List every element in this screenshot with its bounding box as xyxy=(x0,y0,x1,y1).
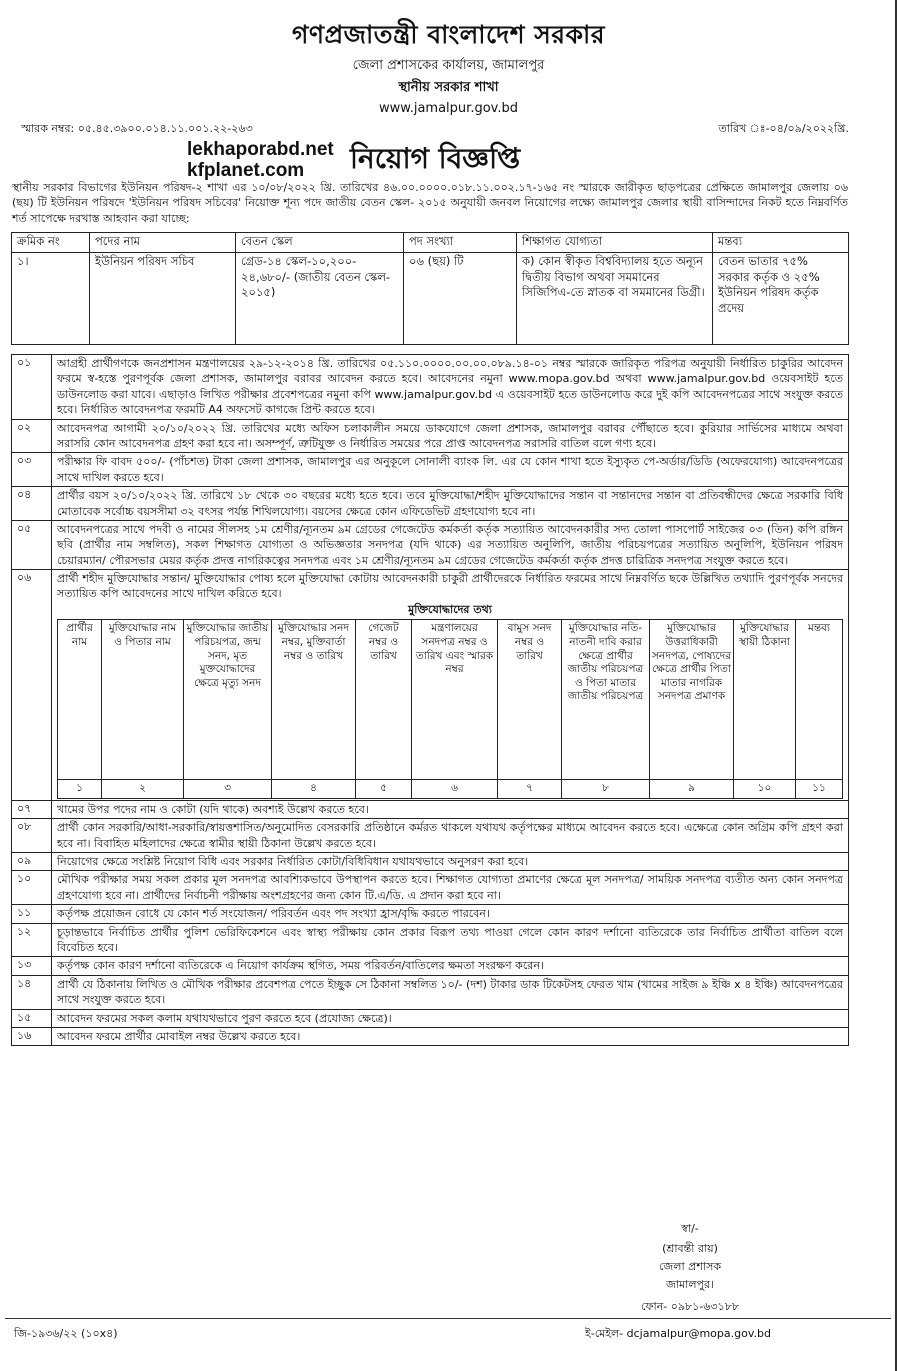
condition-row xyxy=(12,570,849,801)
ff-num: ৪ xyxy=(272,780,356,799)
ff-num: ৮ xyxy=(562,780,650,799)
condition-row xyxy=(12,355,849,420)
condition-number: ১১ xyxy=(12,905,52,923)
condition-row xyxy=(12,819,849,853)
cell-serial: ১। xyxy=(12,253,90,345)
signatory-designation: জেলা প্রশাসক xyxy=(658,1260,722,1273)
notice-date: তারিখ ঃ-০৪/০৯/২০২২খ্রি. xyxy=(718,122,849,135)
condition-number: ১০ xyxy=(12,871,52,905)
condition-text: খামের উপর পদের নাম ও কোটা (যদি থাকে) অবশ্যই উল্লেখ করতে হবে। xyxy=(52,800,849,818)
page-edge-border xyxy=(891,0,897,1371)
ff-col: মন্ত্রণালয়ের সনদপত্র নম্বর ও তারিখ এবং স্মারক নম্বর xyxy=(412,620,498,780)
ff-header-row xyxy=(58,620,843,780)
condition-row xyxy=(12,975,849,1009)
col-scale: বেতন স্কেল xyxy=(236,233,404,253)
ff-col: মন্তব্য xyxy=(796,620,843,780)
condition-number: ১৬ xyxy=(12,1027,52,1045)
ff-col: মুক্তিযোদ্ধার সনদ নম্বর, মুক্তিবার্তা নম্বর ও তারিখ xyxy=(272,620,356,780)
ff-number-row xyxy=(58,780,843,799)
ff-num: ২ xyxy=(102,780,184,799)
ff-num: ৬ xyxy=(412,780,498,799)
ff-col: প্রার্থীর নাম xyxy=(58,620,102,780)
condition-text: প্রার্থী যে ঠিকানায় লিখিত ও মৌখিক পরীক্ষার প্রবেশপত্র পেতে ইচ্ছুক সে ঠিকানা সম্বলিত ১০/- (দশ) টাকার ডাক টিকেটসহ ফেরত খাম (খামের সাইজ ৯ ইঞ্চি x ৪ ইঞ্চি) আবেদনপত্রের সাথে সংযুক্ত করতে হবে। xyxy=(52,975,849,1009)
memo-number: স্মারক নম্বর: ০৫.৪৫.৩৯০০.০১৪.১১.০০১.২২-২৬৩ xyxy=(21,122,253,135)
condition-row xyxy=(12,1009,849,1027)
signatory-name: (শ্রাবন্তী রায়) xyxy=(662,1242,718,1255)
signatory-phone: ফোন- ০৯৮১-৬৩১৮৮ xyxy=(641,1300,739,1313)
col-qualification: শিক্ষাগত যোগ্যতা xyxy=(517,233,713,253)
freedom-fighter-title: মুক্তিযোদ্ধাদের তথ্য xyxy=(408,602,492,616)
cell-post: ইউনিয়ন পরিষদ সচিব xyxy=(90,253,236,345)
condition-row xyxy=(12,419,849,453)
condition-text: প্রার্থী কোন সরকারি/আধা-সরকারি/স্বায়ত্তশাসিত/অনুমোদিত বেসরকারি প্রতিষ্ঠানে কর্মরত থাকলে যথাযথ কর্তৃপক্ষের মাধ্যমে আবেদন করতে হবে। এক্ষেত্রে কোন অগ্রিম কপি গ্রহণ করা হবে না। বিবাহিত মহিলাদের ক্ষেত্রে স্বামীর স্থায়ী ঠিকানা উল্লেখ করতে হবে। xyxy=(52,819,849,853)
website-link[interactable]: www.jamalpur.gov.bd xyxy=(379,101,518,116)
ff-col: বামুস সনদ নম্বর ও তারিখ xyxy=(498,620,562,780)
notice-title: নিয়োগ বিজ্ঞপ্তি xyxy=(350,142,521,175)
condition-number: ১৩ xyxy=(12,957,52,975)
col-serial: ক্রমিক নং xyxy=(12,233,90,253)
condition-number: ০৪ xyxy=(12,487,52,521)
ff-num: ১ xyxy=(58,780,102,799)
footer-reference: জি-১৯৩৬/২২ (১০x৪) xyxy=(14,1327,118,1340)
post-table xyxy=(11,232,849,345)
condition-row xyxy=(12,905,849,923)
ff-col: মুক্তিযোদ্ধার জাতীয় পরিচয়পত্র, জন্ম সনদ, মৃত মুক্তযোদ্ধাদের ক্ষেত্রে মৃত্যু সনদ xyxy=(184,620,272,780)
condition-number: ০১ xyxy=(12,355,52,420)
ff-col: মুক্তিযোদ্ধার নতি-নাতনী দাবি করার ক্ষেত্রে প্রার্থীর জাতীয় পরিচয়পত্র ও পিতা মাতার জাতীয় পরিচয়পত্র xyxy=(562,620,650,780)
cell-qualification: ক) কোন স্বীকৃত বিশ্ববিদ্যালয় হতে অন্যূন দ্বিতীয় বিভাগ অথবা সমমানের সিজিপিএ-তে স্নাতক বা সমমানের ডিগ্রী। xyxy=(517,253,713,345)
footer-divider xyxy=(5,1318,891,1319)
conditions-table xyxy=(11,354,849,1046)
condition-number: ০৮ xyxy=(12,819,52,853)
condition-text: আবেদন ফরমে প্রার্থীর মোবাইল নম্বর উল্লেখ করতে হবে। xyxy=(52,1027,849,1045)
condition-text: কর্তৃপক্ষ কোন কারণ দর্শানো ব্যতিরেকে এ নিয়োগ কার্যক্রম স্থগিত, সময় পরিবর্তন/বাতিলের ক্ষমতা সংরক্ষণ করেন। xyxy=(52,957,849,975)
col-remarks: মন্তব্য xyxy=(713,233,849,253)
cell-scale: গ্রেড-১৪ স্কেল-১০,২০০- ২৪,৬৮০/- (জাতীয় বেতন স্কেল- ২০১৫) xyxy=(236,253,404,345)
ff-col: মুক্তিযোদ্ধার স্থায়ী ঠিকানা xyxy=(734,620,796,780)
condition-number: ১২ xyxy=(12,923,52,957)
col-count: পদ সংখ্যা xyxy=(404,233,517,253)
condition-text: আবেদন ফরমের সকল কলাম যথাযথভাবে পুরণ করতে হবে (প্রযোজ্য ক্ষেত্রে)। xyxy=(52,1009,849,1027)
office-name: জেলা প্রশাসকের কার্যালয়, জামালপুর xyxy=(352,58,545,73)
condition-text: প্রার্থীর বয়স ২০/১০/২০২২ খ্রি. তারিখে ১৮ থেকে ৩০ বছরের মধ্যে হতে হবে। তবে মুক্তিযোদ্ধা/শহীদ মুক্তিযোদ্ধাদের সন্তান বা সন্তানদের সন্তান বা প্রতিবন্ধীদের ক্ষেত্রে সরকারি বিধি মোতাবেক সর্বোচ্চ বয়সসীমা ৩২ বৎসর পর্যন্ত শিথিলযোগ্য। বয়সের ক্ষেত্রে কোন এফিডেভিট গ্রহণযোগ্য হবে না। xyxy=(52,487,849,521)
condition-number: ০৯ xyxy=(12,853,52,871)
ff-num: ৭ xyxy=(498,780,562,799)
ff-col: মুক্তিযোদ্ধার উত্তরাধিকারী সনদপত্র, পোষ্যদের ক্ষেত্রে প্রার্থীর পিতা মাতার নাগরিক সনদপত্র প্রমাণক xyxy=(650,620,734,780)
post-table-row xyxy=(12,253,849,345)
condition-text: মৌখিক পরীক্ষার সময় সকল প্রকার মূল সনদপত্র আবশ্যিকভাবে উপস্থাপন করতে হবে। শিক্ষাগত যোগ্যতা প্রমাণের ক্ষেত্রে মূল সনদপত্র/ সাময়িক সনদপত্র ব্যতীত অন্য কোন সনদপত্র গ্রহণযোগ্য হবে না। প্রার্থীদের নির্বাচনী পরীক্ষায় অংশগ্রহণের জন্য কোন টি.এ/ডি. এ প্রদান করা হবে না। xyxy=(52,871,849,905)
ff-num: ১১ xyxy=(796,780,843,799)
ff-col: গেজেট নম্বর ও তারিখ xyxy=(356,620,412,780)
condition-text: চূড়ান্তভাবে নির্বাচিত প্রার্থীর পুলিশ ভেরিফিকেশনে এবং স্বাস্থ্য পরীক্ষায় কোন প্রকার বিরূপ তথ্য পাওয়া গেলে কোন কারণ দর্শানো ব্যতিরেকে তার নির্বাচিত প্রার্থীতা বাতিল বলে বিবেচিত হবে। xyxy=(52,923,849,957)
intro-paragraph: স্থানীয় সরকার বিভাগের ইউনিয়ন পরিষদ-২ শাখা এর ১০/০৮/২০২২ খ্রি. তারিখের ৪৬.০০.০০০০.০১৮.১১.০০২.১৭-১৬৫ নং স্মারকে জারীকৃত ছাড়পত্রের প্রেক্ষিতে জামালপুর জেলায় ০৬ (ছয়) টি ইউনিয়ন পরিষদে 'ইউনিয়ন পরিষদ সচিবের' নিয়োক্ত শূন্য পদে জাতীয় বেতন স্কেল- ২০১৫ অনুযায়ী জনবল নিয়োগের লক্ষ্যে জামালপুর জেলার স্থায়ী বাসিন্দাদের নিকট হতে নিম্নবর্ণিত শর্ত সাপেক্ষে দরখাস্ত আহবান করা যাচ্ছে: xyxy=(12,181,848,225)
condition-number: ০৩ xyxy=(12,453,52,487)
freedom-fighter-table xyxy=(57,619,843,799)
condition-text: প্রার্থী শহীদ মুক্তিযোদ্ধার সন্তান/ মুক্তিযোদ্ধার পোষ্য হলে মুক্তিযোদ্ধা কোটায় আবেদনকারী চাকুরী প্রার্থীদেরকে নির্ধারিত ফরমের সাথে নিম্নবর্ণিত ছকে উল্লিখিত তথ্যাদি পুরণপূর্বক সনদের সত্যায়িত কপি আবেদনের সাথে দাখিল করিতে হবে। xyxy=(57,572,843,601)
condition-number: ০২ xyxy=(12,419,52,453)
watermark-kfplanet: kfplanet.com xyxy=(187,160,305,181)
footer-email[interactable]: ই-মেইল- dcjamalpur@mopa.gov.bd xyxy=(585,1327,771,1340)
post-table-header xyxy=(12,233,849,253)
condition-row xyxy=(12,1027,849,1045)
condition-row xyxy=(12,487,849,521)
signatory-place: জামালপুর। xyxy=(666,1278,714,1291)
condition-row xyxy=(12,853,849,871)
condition-row xyxy=(12,871,849,905)
ff-num: ৩ xyxy=(184,780,272,799)
condition-text: আবেদনপত্র আগামী ২০/১০/২০২২ খ্রি. তারিখের মধ্যে অফিস চলাকালীন সময়ে ডাকযোগে জেলা প্রশাসক, জামালপুর বরাবর পৌঁছাতে হবে। কুরিয়ার সার্ভিসের মাধ্যমে অথবা সরাসরি কোন আবেদনপত্র গ্রহণ করা হবে না। অসম্পূর্ণ, ত্রুটিযুক্ত ও নির্ধারিত সময়ের পরে প্রাপ্ত আবেদনপত্র সরাসরি বাতিল বলে গণ্য হবে। xyxy=(52,419,849,453)
watermark-lekhaporabd: lekhaporabd.net xyxy=(187,139,334,160)
signature-mark: স্বা/- xyxy=(681,1222,699,1235)
condition-text-with-table xyxy=(52,570,849,801)
condition-row xyxy=(12,453,849,487)
condition-number: ১৪ xyxy=(12,975,52,1009)
condition-row xyxy=(12,800,849,818)
government-title: গণপ্রজাতন্ত্রী বাংলাদেশ সরকার xyxy=(292,20,605,49)
condition-text: নিয়োগের ক্ষেত্রে সংশ্লিষ্ট নিয়োগ বিধি এবং সরকার নির্ধারিত কোটা/বিধিবিধান যথাযথভাবে অনুসরণ করা হবে। xyxy=(52,853,849,871)
condition-text: আবেদনপত্রের সাথে পদবী ও নামের সীলসহ ১ম শ্রেণীর/ন্যূনতম ৯ম গ্রেডের গেজেটেড কর্মকর্তা কর্তৃক সত্যায়িত আবেদনকারীর সদ্য তোলা পাসপোর্ট সাইজের ০৩ (তিন) কপি রঙ্গিন ছবি (প্রার্থীর নাম সম্বলিত), সকল শিক্ষাগত যোগ্যতা ও অভিজ্ঞতার সনদপত্র (যদি থাকে) এর সত্যায়িত অনুলিপি, জাতীয় পরিচয়পত্রের সত্যায়িত অনুলিপি, ইউনিয়ন পরিষদ চেয়ারম্যান/ পৌরসভার মেয়র কর্তৃক প্রদত্ত নাগরিকত্বের সনদপত্র এবং ১ম শ্রেণীর/ন্যূনতম ৯ম গ্রেডের গেজেটেড কর্মকর্তা কর্তৃক প্রদত্ত চারিত্রিক সনদপত্র সংযুক্ত করতে হবে। xyxy=(52,520,849,569)
ff-num: ৯ xyxy=(650,780,734,799)
condition-row xyxy=(12,520,849,569)
ff-num: ৫ xyxy=(356,780,412,799)
condition-text: কর্তৃপক্ষ প্রয়োজন বোধে যে কোন শর্ত সংযোজন/ পরিবর্তন এবং পদ সংখ্যা হ্রাস/বৃদ্ধি করতে পারবেন। xyxy=(52,905,849,923)
ff-col: মুক্তিযোদ্ধার নাম ও পিতার নাম xyxy=(102,620,184,780)
condition-text: আগ্রহী প্রার্থীগণকে জনপ্রশাসন মন্ত্রণালয়ের ২৯-১২-২০১৪ খ্রি. তারিখের ০৫.১১০.০০০০.০০.০০.০৮৯.১৪-০১ নম্বর স্মারকে জারিকৃত পরিপত্র অনুযায়ী নির্ধারিত চাকুরির আবেদন ফরমে স্ব-হস্তে পুরণপূর্বক জেলা প্রশাসক, জামালপুর বরাবর আবেদন করতে হবে। আবেদনের নমুনা www.mopa.gov.bd অথবা www.jamalpur.gov.bd ওয়েবসাইট হতে ডাউনলোড করা যাবে। এছাড়াও লিখিত পরীক্ষার প্রবেশপত্রের নমুনা কপি www.jamalpur.gov.bd এ ওয়েবসাইট হতে ডাউনলোড করে দুই কপি আবেদনপত্রের সাথে সংযুক্ত করতে হবে। নির্ধারিত আবেদনপত্র ফরমটি A4 অফসেট কাগজে প্রিন্ট করতে হবে। xyxy=(52,355,849,420)
ff-num: ১০ xyxy=(734,780,796,799)
condition-number: ০৭ xyxy=(12,800,52,818)
condition-number: ১৫ xyxy=(12,1009,52,1027)
condition-number: ০৬ xyxy=(12,570,52,801)
condition-row xyxy=(12,957,849,975)
cell-count: ০৬ (ছয়) টি xyxy=(404,253,517,345)
condition-row xyxy=(12,923,849,957)
condition-text: পরীক্ষার ফি বাবদ ৫০০/- (পাঁচশত) টাকা জেলা প্রশাসক, জামালপুর এর অনুকূলে সোনালী ব্যাংক লি. এর যে কোন শাখা হতে ইস্যুকৃত পে-অর্ডার/ডিডি (অফেরযোগ্য) আবেদনপত্রের সাথে দাখিল করতে হবে। xyxy=(52,453,849,487)
branch-name: স্থানীয় সরকার শাখা xyxy=(398,80,499,95)
cell-remarks: বেতন ভাতার ৭৫% সরকার কর্তৃক ও ২৫% ইউনিয়ন পরিষদ কর্তৃক প্রদেয় xyxy=(713,253,849,345)
condition-number: ০৫ xyxy=(12,520,52,569)
col-post: পদের নাম xyxy=(90,233,236,253)
